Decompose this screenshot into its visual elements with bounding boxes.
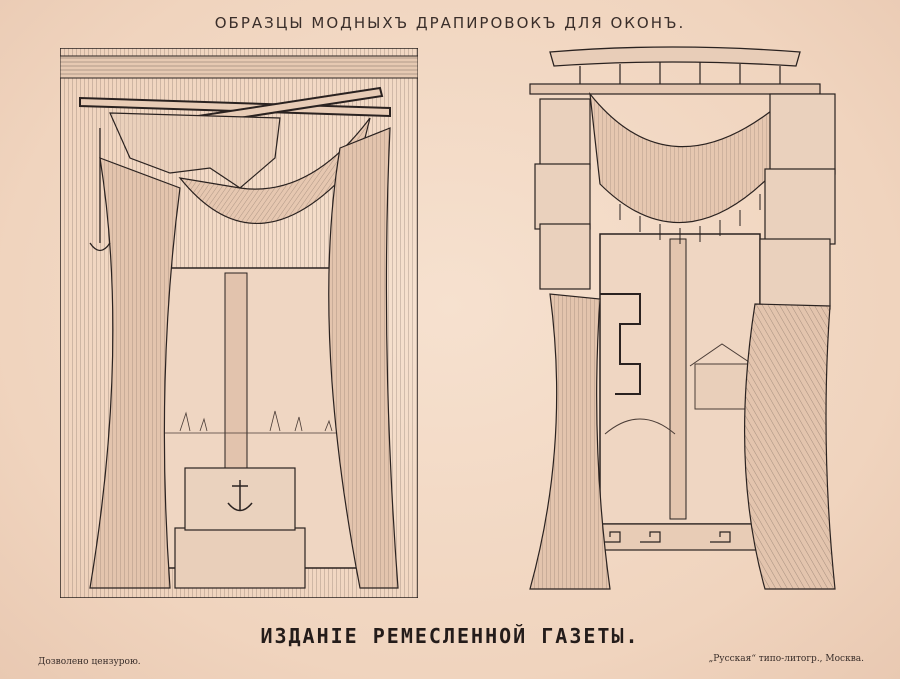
left-window-drapery-illustration: [60, 48, 418, 598]
printer-imprint: „Русская“ типо-литогр., Москва.: [708, 654, 864, 664]
censor-note: Дозволено цензурою.: [38, 657, 141, 667]
right-window-drapery-illustration: [490, 44, 850, 600]
page-title: ОБРАЗЦЫ МОДНЫХЪ ДРАПИРОВОКЪ ДЛЯ ОКОНЪ.: [214, 14, 686, 32]
publication-title: ИЗДАНIЕ РЕМЕСЛЕННОЙ ГАЗЕТЫ.: [260, 624, 640, 648]
